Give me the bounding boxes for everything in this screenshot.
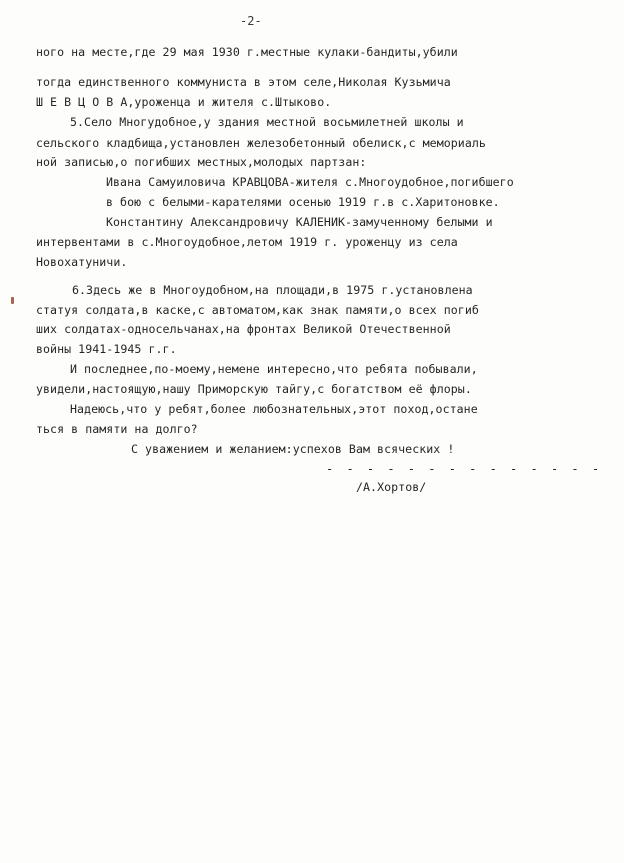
text-line-2: тогда единственного коммуниста в этом селе,Николая Кузьмича [36,75,451,89]
text-line-12: 6.Здесь же в Многоудобном,на площади,в 1975 г.установлена [72,283,473,297]
margin-ink-mark [11,297,14,304]
text-line-8: в бою с белыми-карателями осенью 1919 г.в с.Харитоновке. [106,195,500,209]
closing-line: С уважением и желанием:успехов Вам всяческих ! [131,442,455,456]
signature-name: /А.Хортов/ [356,480,427,494]
text-line-1: ного на месте,где 29 мая 1930 г.местные кулаки-бандиты,убили [36,45,458,59]
text-line-5: сельского кладбища,установлен железобетонный обелиск,с мемориаль [36,136,486,150]
text-line-4: 5.Село Многудобное,у здания местной восьмилетней школы и [70,115,464,129]
text-line-18: Надеюсь,что у ребят,более любознательных,этот поход,остане [70,402,478,416]
text-line-11: Новохатуничи. [36,255,128,269]
text-line-3: Ш Е В Ц О В А,уроженца и жителя с.Штыково. [36,95,332,109]
text-line-10: интервентами в с.Многоудобное,летом 1919 г. уроженцу из села [36,235,458,249]
text-line-15: войны 1941-1945 г.г. [36,342,177,356]
text-line-13: статуя солдата,в каске,с автоматом,как знак памяти,о всех погиб [36,303,479,317]
page-number: -2- [240,14,262,28]
text-line-6: ной записью,о погибших местных,молодых партзан: [36,155,367,169]
text-line-19: ться в памяти на долго? [36,422,198,436]
text-line-9: Константину Александровичу КАЛЕНИК-замученному белыми и [106,215,493,229]
text-line-16: И последнее,по-моему,немене интересно,что ребята побывали, [70,362,478,376]
text-line-17: увидели,настоящую,нашу Приморскую тайгу,с богатством её флоры. [36,382,472,396]
text-line-7: Ивана Самуиловича КРАВЦОВА-жителя с.Многоудобное,погибшего [106,175,514,189]
text-line-14: ших солдатах-односельчанах,на фронтах Великой Отечественной [36,322,451,336]
signature-line: - - - - - - - - - - - - - - [326,462,603,476]
